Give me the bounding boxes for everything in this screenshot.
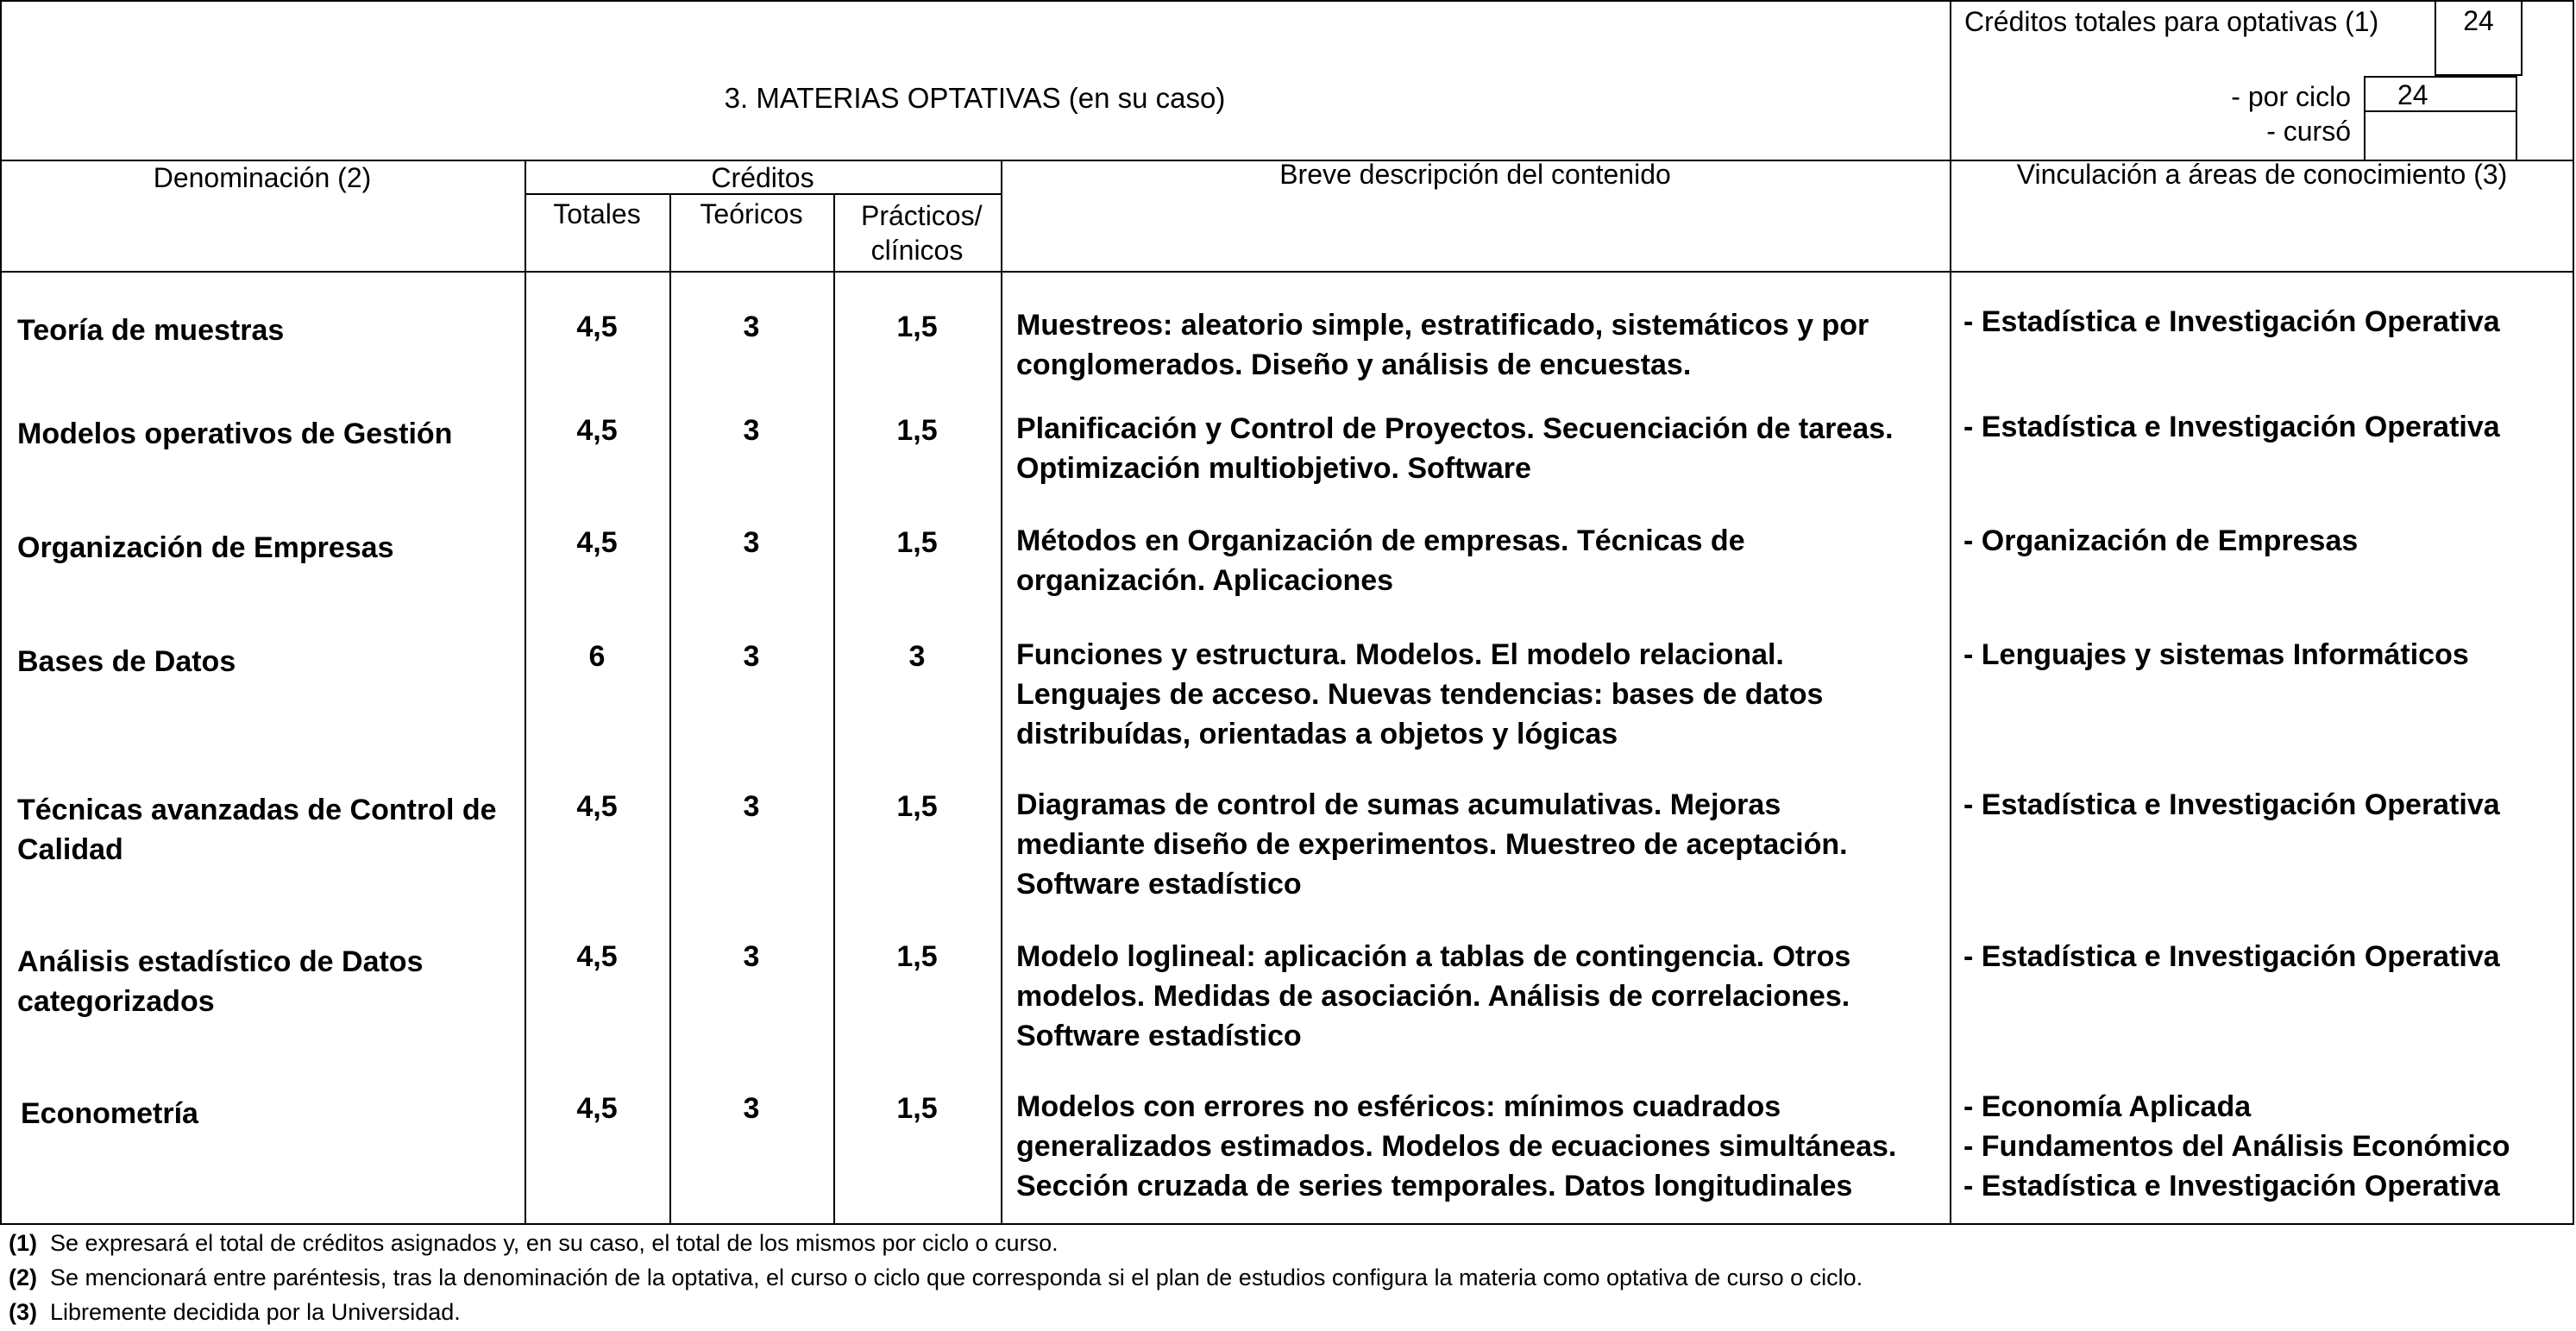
col-header-theory: Teóricos: [700, 198, 803, 229]
row-name: Modelos operativos de Gestión: [17, 418, 453, 450]
row-area: - Lenguajes y sistemas Informáticos: [1963, 638, 2469, 671]
row-name: Análisis estadístico de Datos categorizados: [17, 945, 424, 1018]
row-practice: 1,5: [896, 311, 938, 343]
per-course-box: [2364, 110, 2517, 160]
col-header-practice: Prácticos/ clínicos: [861, 200, 983, 266]
row-total: 6: [588, 640, 606, 673]
table-top-border: [0, 0, 2574, 2]
row-area: - Estadística e Investigación Operativa: [1963, 940, 2500, 973]
row-practice: 1,5: [896, 1092, 938, 1125]
row-name: Bases de Datos: [17, 645, 236, 678]
per-cycle-box: [2364, 76, 2517, 112]
col-header-credits: Créditos: [711, 162, 814, 193]
footnote-text: Se expresará el total de créditos asignados y, en su caso, el total de los mismos por ciclo o curso.: [50, 1230, 1059, 1256]
col-divider-theory: [833, 193, 835, 1225]
row-description: Métodos en Organización de empresas. Técnicas de organización. Aplicaciones: [1016, 524, 1745, 597]
row-name: Teoría de muestras: [17, 314, 285, 347]
row-area: - Economía Aplicada: [1963, 1090, 2252, 1123]
row-practice: 1,5: [896, 414, 938, 447]
row-practice: 1,5: [896, 790, 938, 823]
per-cycle-value: 24: [2397, 79, 2428, 110]
row-description: Muestreos: aleatorio simple, estratificado, sistemáticos y por conglomerados. Diseño y análisis de encuestas.: [1016, 309, 1869, 381]
row-total: 4,5: [576, 414, 618, 447]
footnote-mark: (1): [9, 1230, 37, 1256]
footnote-text: Se mencionará entre paréntesis, tras la denominación de la optativa, el curso o ciclo que corresponda si el plan de estudios configura la materia como optativa de curso o ciclo.: [50, 1265, 1863, 1290]
row-total: 4,5: [576, 940, 618, 973]
row-description: Modelos con errores no esféricos: mínimos cuadrados generalizados estimados. Modelos de ecuaciones simultáneas. Sección cruzada de series temporales. Datos longitudinales: [1016, 1090, 1897, 1202]
col-divider-practice: [1001, 160, 1002, 1225]
footnote-2: [9, 1265, 1863, 1291]
row-theory: 3: [743, 414, 760, 447]
col-header-totals: Totales: [553, 198, 641, 229]
row-total: 4,5: [576, 790, 618, 823]
row-total: 4,5: [576, 1092, 618, 1125]
footnote-mark: (3): [9, 1299, 37, 1325]
col-header-description: Breve descripción del contenido: [1279, 159, 1671, 190]
row-total: 4,5: [576, 311, 618, 343]
row-description: Planificación y Control de Proyectos. Secuenciación de tareas. Optimización multiobjetivo. Software: [1016, 412, 1894, 485]
footnote-mark: (2): [9, 1265, 37, 1290]
row-description: Diagramas de control de sumas acumulativas. Mejoras mediante diseño de experimentos. Muestreo de aceptación. Software estadístico: [1016, 788, 1848, 901]
row-name: Organización de Empresas: [17, 531, 394, 564]
per-course-label: - cursó: [2266, 116, 2351, 147]
per-cycle-label: - por ciclo: [2231, 81, 2351, 112]
row-area: - Estadística e Investigación Operativa: [1963, 305, 2500, 338]
section-title: 3. MATERIAS OPTATIVAS (en su caso): [724, 82, 1226, 114]
row-area: - Fundamentos del Análisis Económico: [1963, 1130, 2510, 1163]
row-practice: 1,5: [896, 526, 938, 559]
row-practice: 3: [908, 640, 926, 673]
table-bottom-border: [0, 1223, 2574, 1225]
row-area: - Estadística e Investigación Operativa: [1963, 411, 2500, 443]
row-total: 4,5: [576, 526, 618, 559]
row-area: - Estadística e Investigación Operativa: [1963, 1170, 2500, 1202]
footnote-1: [9, 1230, 1059, 1257]
col-header-name: Denominación (2): [153, 162, 372, 193]
row-theory: 3: [743, 790, 760, 823]
row-theory: 3: [743, 526, 760, 559]
row-name: Técnicas avanzadas de Control de Calidad: [17, 794, 497, 866]
row-theory: 3: [743, 940, 760, 973]
footnote-text: Libremente decidida por la Universidad.: [50, 1299, 461, 1325]
row-theory: 3: [743, 1092, 760, 1125]
col-divider-totals: [669, 193, 671, 1225]
row-theory: 3: [743, 640, 760, 673]
footnote-3: [9, 1299, 461, 1326]
row-theory: 3: [743, 311, 760, 343]
row-practice: 1,5: [896, 940, 938, 973]
row-description: Funciones y estructura. Modelos. El modelo relacional. Lenguajes de acceso. Nuevas tendencias: bases de datos distribuídas, orientadas a objetos y lógicas: [1016, 638, 1824, 750]
row-area: - Estadística e Investigación Operativa: [1963, 788, 2500, 821]
col-header-areas: Vinculación a áreas de conocimiento (3): [2016, 159, 2508, 190]
credits-total-label: Créditos totales para optativas (1): [1964, 6, 2379, 37]
row-area: - Organización de Empresas: [1963, 524, 2359, 557]
column-header-bottom-border: [0, 271, 2574, 273]
row-name: Econometría: [21, 1097, 198, 1130]
credits-total-value: 24: [2463, 5, 2494, 36]
row-description: Modelo loglineal: aplicación a tablas de contingencia. Otros modelos. Medidas de asociación. Análisis de correlaciones. Software estadístico: [1016, 940, 1851, 1052]
